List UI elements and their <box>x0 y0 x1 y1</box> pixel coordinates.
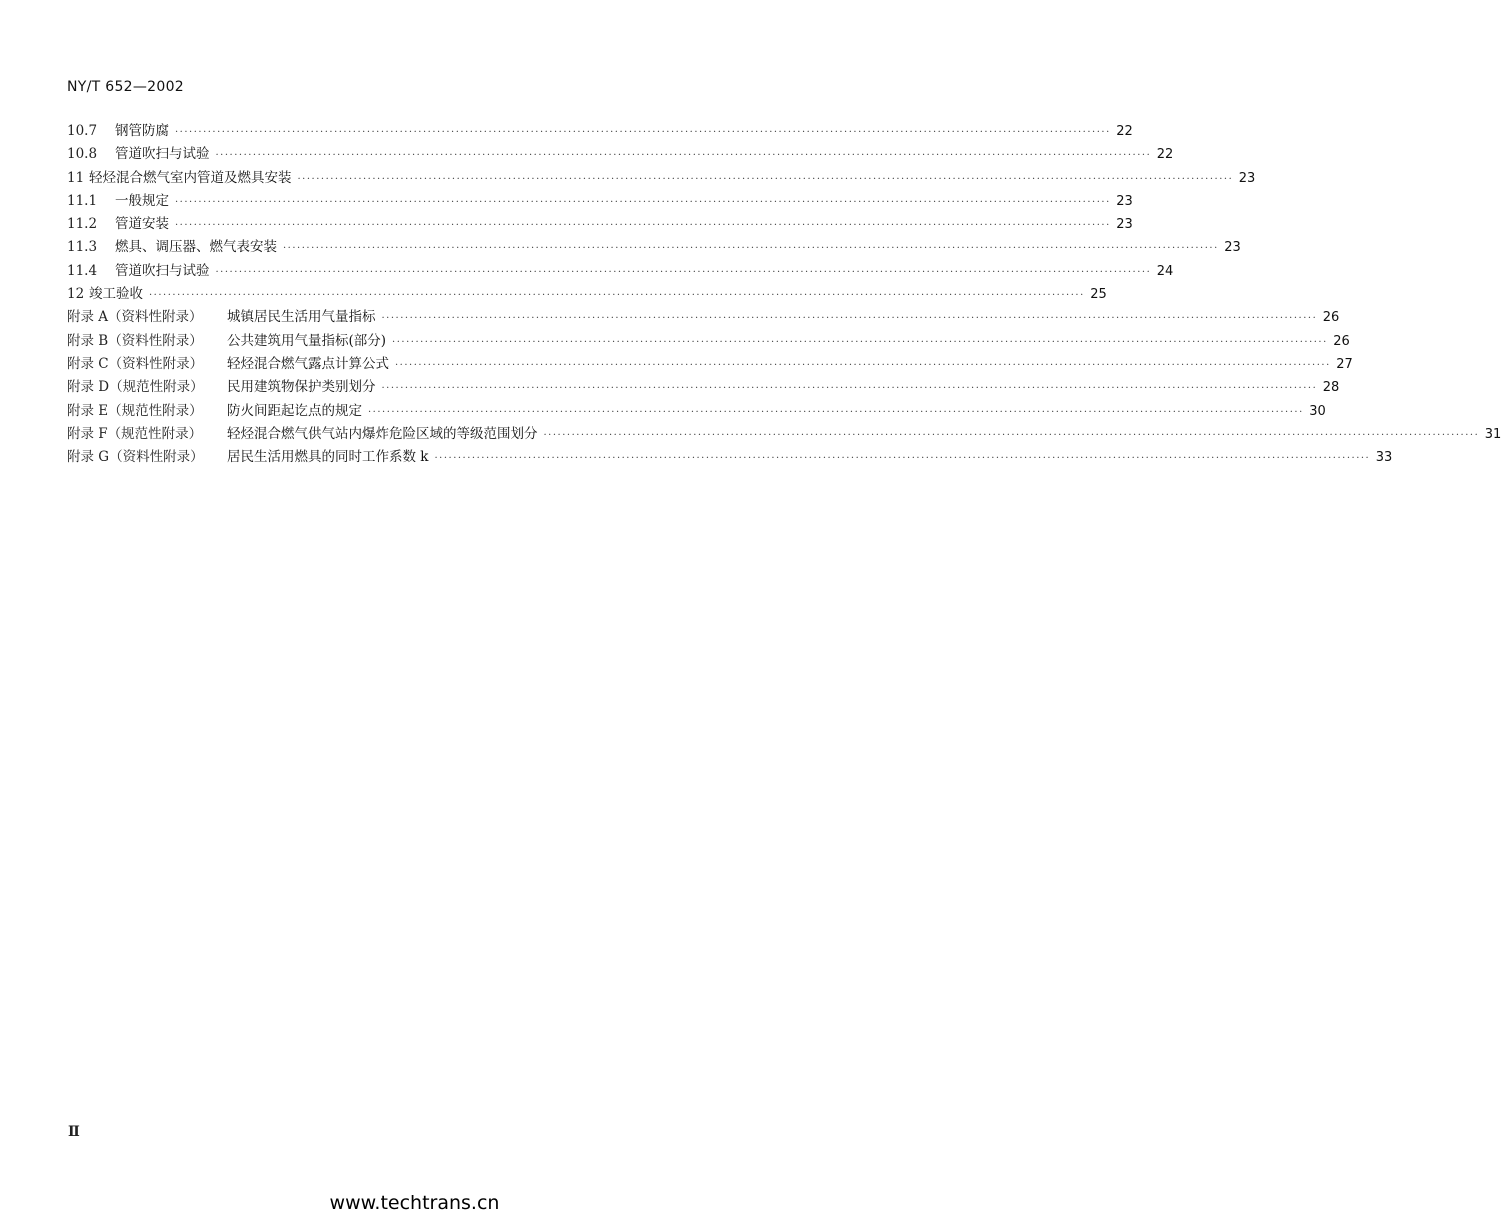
toc-entry-page: 28 <box>1322 380 1340 396</box>
toc-leader-dots: ········································································································································································································ <box>215 266 1152 278</box>
toc-entry-number: 附录 E（规范性附录） <box>67 402 203 419</box>
toc-entry[interactable] <box>67 375 1340 398</box>
toc-entry-page: 33 <box>1375 450 1393 466</box>
toc-leader-dots: ········································································································································································································ <box>368 406 1304 418</box>
toc-entry-number: 附录 G（资料性附录） <box>67 449 204 466</box>
toc-entry-title: 钢管防腐 <box>115 123 169 139</box>
toc-entry-page: 25 <box>1090 287 1107 303</box>
toc-entry-title: 管道安装 <box>115 216 169 233</box>
toc-entry[interactable] <box>67 166 1256 189</box>
website-url[interactable]: www.techtrans.cn <box>329 1192 500 1214</box>
toc-entry-page: 23 <box>1224 240 1241 256</box>
toc-entry[interactable] <box>67 212 1133 235</box>
toc-leader-dots: ········································································································································································································ <box>543 429 1480 441</box>
table-of-contents <box>67 119 1501 468</box>
toc-entry-title: 一般规定 <box>115 192 169 209</box>
toc-entry[interactable] <box>67 399 1326 422</box>
toc-entry-page: 22 <box>1116 124 1133 139</box>
toc-entry[interactable] <box>67 329 1350 352</box>
toc-leader-dots: ········································································································································································································ <box>283 243 1219 255</box>
toc-entry-number: 附录 C（资料性附录） <box>67 355 204 372</box>
toc-entry-page: 24 <box>1156 263 1174 279</box>
toc-leader-dots: ········································································································································································································ <box>395 359 1331 371</box>
toc-leader-dots: ········································································································································································································ <box>381 383 1318 395</box>
toc-entry[interactable] <box>67 282 1107 305</box>
toc-entry-page: 23 <box>1238 170 1256 186</box>
standard-code: NY/T 652—2002 <box>67 79 184 95</box>
toc-entry-title: 燃具、调压器、燃气表安装 <box>115 239 277 256</box>
toc-entry[interactable] <box>67 142 1174 165</box>
toc-leader-dots: ········································································································································································································ <box>149 290 1085 302</box>
toc-entry[interactable] <box>67 352 1353 375</box>
toc-entry-page: 27 <box>1336 356 1353 372</box>
toc-entry-title: 竣工验收 <box>89 286 143 303</box>
toc-entry-title: 轻烃混合燃气露点计算公式 <box>227 355 389 372</box>
toc-leader-dots: ········································································································································································································ <box>381 313 1318 325</box>
toc-leader-dots: ········································································································································································································ <box>434 453 1371 465</box>
toc-entry-number: 12 <box>67 286 85 303</box>
toc-leader-dots: ········································································································································································································ <box>175 196 1111 208</box>
toc-entry-title: 管道吹扫与试验 <box>115 262 210 279</box>
toc-entry-page: 31 <box>1484 426 1501 442</box>
toc-entry-title: 公共建筑用气量指标(部分) <box>227 332 387 349</box>
toc-entry-page: 23 <box>1116 217 1133 233</box>
toc-entry-number: 11.3 <box>67 239 98 256</box>
toc-leader-dots: ········································································································································································································ <box>215 150 1152 162</box>
toc-leader-dots: ········································································································································································································ <box>392 336 1328 348</box>
toc-entry-number: 10.7 <box>67 123 98 139</box>
toc-entry-title: 居民生活用燃具的同时工作系数 k <box>227 449 429 466</box>
toc-entry-number: 附录 A（资料性附录） <box>67 309 203 326</box>
toc-entry[interactable] <box>67 422 1501 445</box>
toc-leader-dots: ········································································································································································································ <box>175 127 1111 138</box>
toc-entry-page: 26 <box>1333 333 1350 349</box>
toc-entry-page: 23 <box>1116 193 1133 209</box>
toc-entry-number: 附录 D（规范性附录） <box>67 379 204 396</box>
toc-entry-page: 26 <box>1322 310 1340 326</box>
toc-entry-title: 轻烃混合燃气室内管道及燃具安装 <box>89 169 292 186</box>
toc-entry[interactable] <box>67 235 1241 258</box>
toc-entry-number: 10.8 <box>67 146 98 163</box>
toc-entry-page: 30 <box>1309 403 1326 419</box>
toc-entry-title: 防火间距起讫点的规定 <box>227 402 362 419</box>
toc-entry-number: 附录 B（资料性附录） <box>67 332 203 349</box>
toc-entry-title: 城镇居民生活用气量指标 <box>227 309 376 326</box>
page-number: Ⅱ <box>68 1124 80 1140</box>
toc-entry-number: 11.1 <box>67 192 98 209</box>
toc-entry-number: 11.2 <box>67 216 98 233</box>
toc-entry[interactable] <box>67 119 1133 142</box>
toc-entry-title: 民用建筑物保护类别划分 <box>227 379 376 396</box>
toc-entry-title: 管道吹扫与试验 <box>115 146 210 163</box>
toc-leader-dots: ········································································································································································································ <box>297 173 1234 185</box>
toc-entry[interactable] <box>67 189 1133 212</box>
toc-entry-number: 11 <box>67 169 85 186</box>
toc-entry[interactable] <box>67 259 1174 282</box>
toc-entry-number: 11.4 <box>67 262 98 279</box>
toc-entry-title: 轻烃混合燃气供气站内爆炸危险区域的等级范围划分 <box>227 425 538 442</box>
toc-entry-number: 附录 F（规范性附录） <box>67 425 203 442</box>
toc-entry[interactable] <box>67 305 1340 328</box>
toc-entry-page: 22 <box>1156 147 1174 163</box>
toc-entry[interactable] <box>67 445 1393 468</box>
toc-leader-dots: ········································································································································································································ <box>175 220 1111 232</box>
